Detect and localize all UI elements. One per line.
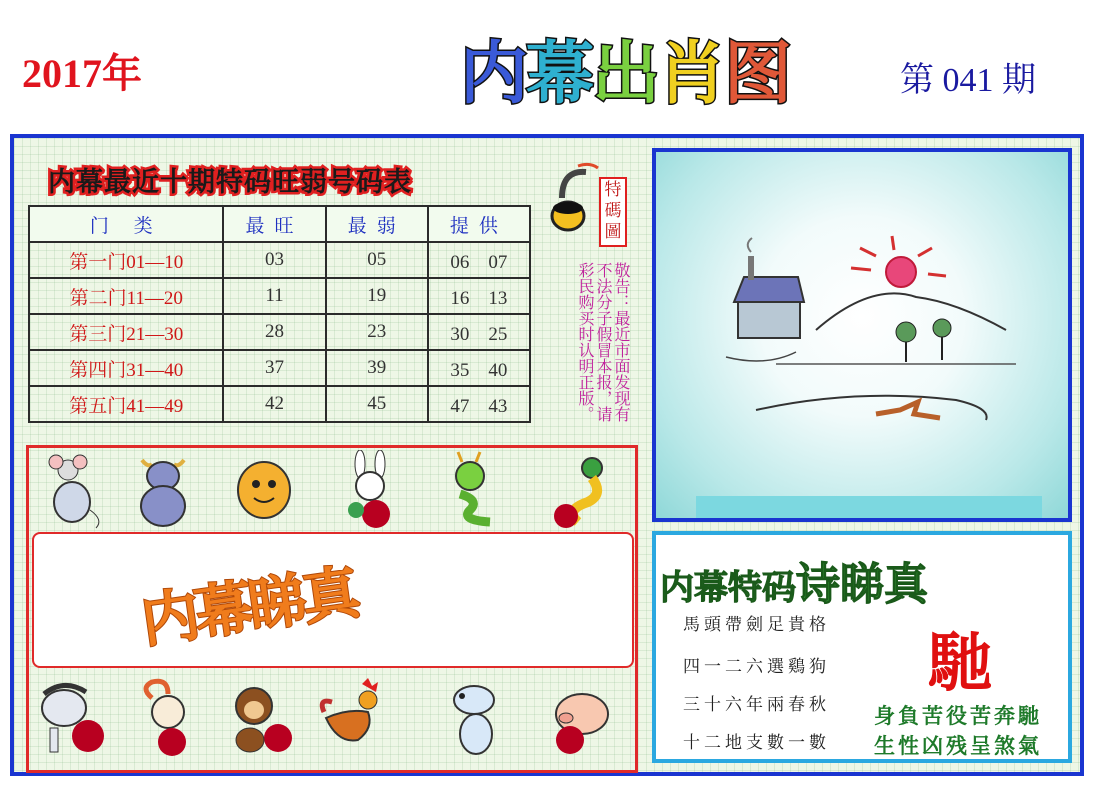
table-row [29,314,530,350]
issue-number: 第 041 期 [900,62,1036,99]
title-char-3: 出 [591,34,658,114]
notice-text: 敬告：最近市面发现有不法分子假冒本报，请彩民购买时认明正版。 [576,262,631,422]
ox-icon [128,450,198,530]
min-cell: 23 [326,314,428,350]
green-line-1: 身負苦役苦奔馳 [874,703,1042,728]
provide-cell: 16 13 [428,278,530,314]
rooster-icon [318,678,388,758]
min-cell: 39 [326,350,428,386]
provide-cell: 35 40 [428,350,530,386]
poem-line-3: 三十六年兩春秋 [683,695,830,715]
snake-icon [544,450,614,530]
number-table [28,205,531,423]
table-row [29,350,530,386]
header-gate: 门 类 [29,206,223,242]
max-cell: 03 [223,242,325,278]
poem-title-big: 诗睇真 [796,559,928,610]
year-label: 2017年 [22,51,142,96]
horse-icon [34,678,104,758]
max-cell: 42 [223,386,325,422]
gate-cell: 第二门11—20 [29,278,223,314]
title-char-1: 内 [459,34,526,114]
poem-title-small: 内幕特码 [660,568,796,608]
max-cell: 28 [223,314,325,350]
header-min: 最弱 [326,206,428,242]
green-line-2: 生性凶残呈煞氣 [874,733,1042,758]
dog-icon [440,678,510,758]
poem-line-4: 十二地支數一數 [683,733,830,753]
gate-cell: 第五门41—49 [29,386,223,422]
stamp-logo [548,158,630,248]
rat-icon [38,450,108,530]
table-row [29,386,530,422]
rabbit-icon [336,450,406,530]
gate-cell: 第四门31—40 [29,350,223,386]
tiger-icon [232,450,302,530]
table-header-row [29,206,530,242]
page-title [405,28,845,114]
max-cell: 11 [223,278,325,314]
goat-icon [134,678,204,758]
max-cell: 37 [223,350,325,386]
dragon-icon [440,450,510,530]
table-title: 内幕最近十期特码旺弱号码表 [48,167,412,198]
gate-cell: 第三门21—30 [29,314,223,350]
title-char-4: 肖 [658,34,725,114]
table-row [29,278,530,314]
title-char-2: 幕 [525,34,592,114]
poem-line-2: 四一二六選鷄狗 [683,657,830,677]
pig-icon [546,678,616,758]
monkey-icon [222,678,292,758]
middle-slogan: 内幕睇真 [137,558,361,656]
stamp-label: 特碼圖 [604,180,622,242]
poem-title [660,548,928,612]
table-row [29,242,530,278]
gate-cell: 第一门01—10 [29,242,223,278]
title-char-5: 图 [724,34,791,114]
landscape-picture [652,148,1072,522]
poem-line-1: 馬頭帶劍足貴格 [683,615,830,635]
provide-cell: 06 07 [428,242,530,278]
header-max: 最旺 [223,206,325,242]
header-provide: 提供 [428,206,530,242]
answer-char: 馳 [928,626,992,701]
min-cell: 19 [326,278,428,314]
min-cell: 45 [326,386,428,422]
min-cell: 05 [326,242,428,278]
provide-cell: 30 25 [428,314,530,350]
provide-cell: 47 43 [428,386,530,422]
